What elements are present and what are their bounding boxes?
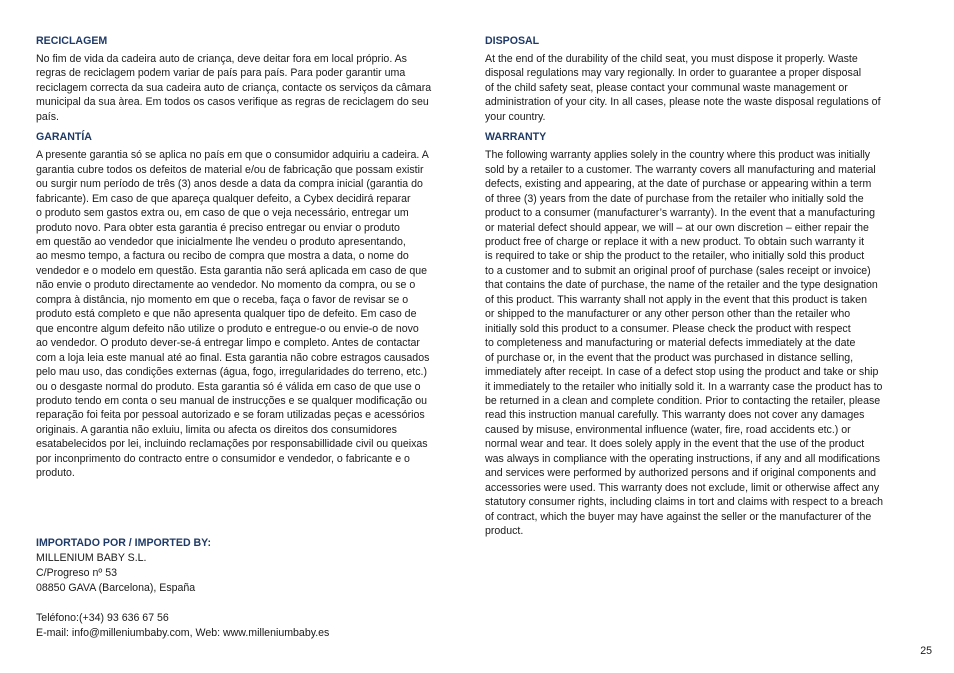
text-line: por inconprimento do contracto entre o consumidor e vendedor, o fabricante e o — [36, 452, 410, 465]
text-line: em questão ao vendedor que inicialmente lhe vendeu o produto apresentando, — [36, 235, 406, 248]
importer-company: MILLENIUM BABY S.L. — [36, 552, 147, 564]
page-number: 25 — [920, 645, 932, 657]
text-line: to a customer and to submit an original proof of purchase (sales receipt or invoice) — [485, 264, 871, 277]
recycling-section — [36, 34, 464, 124]
text-line: and services were performed by authorized persons and if original components and — [485, 467, 877, 480]
text-line: produto novo. Para obter esta garantia é preciso entregar ou enviar o produto — [36, 221, 400, 234]
text-line: of this product. This warranty shall not apply in the event that this product is taken — [485, 293, 867, 306]
text-line: of the child safety seat, please contact your communal waste management or — [485, 81, 848, 94]
text-line: pelo mau uso, das condições externas (água, fogo, irregularidades do terreno, etc.) — [36, 366, 428, 379]
importer-city: 08850 GAVA (Barcelona), España — [36, 582, 196, 595]
text-line: statutory consumer rights, including claims in tort and claims with respect to a breach — [485, 496, 884, 509]
importer-section — [36, 536, 466, 641]
text-line: ou o desgaste normal do produto. Esta garantia só é válida em caso de que use o — [36, 380, 421, 393]
text-line: vendedor e o modelo em questão. Esta garantia não será aplicada em caso de que — [36, 264, 428, 277]
text-line: administration of your city. In all cases, please note the waste disposal regulations of — [485, 96, 881, 109]
text-line: your country. — [485, 110, 546, 123]
text-line: originais. A garantia não exluiu, limita ou afecta os direitos dos consumidores — [36, 423, 397, 436]
text-line: A presente garantia só se aplica no país em que o consumidor adquiriu a cadeira. A — [36, 149, 429, 162]
text-line: was always in compliance with the operating instructions, if any and all modifications — [485, 452, 881, 465]
text-line: No fim de vida da cadeira auto de criança, deve deitar fora em local próprio. As — [36, 53, 407, 65]
text-line: ou surgir num período de três (3) anos desde a data da compra inicial (garantia do — [36, 178, 423, 191]
text-line: At the end of the durability of the child seat, you must dispose it properly. Waste — [485, 53, 858, 65]
text-line: regras de reciclagem podem variar de país para país. Para poder garantir uma — [36, 67, 406, 80]
disposal-section — [485, 34, 917, 124]
text-line: it immediately to the retailer who initially sold it. In a warranty case the product has to — [485, 380, 883, 393]
left-column — [36, 34, 464, 483]
text-line: país. — [36, 110, 59, 123]
text-line: garantia cubre todos os defeitos de material e/ou de fabricação que possam existir — [36, 163, 424, 176]
warranty-pt-heading: GARANTÍA — [36, 131, 92, 144]
text-line: reparação foi feita por pessoal autorizado e se foram utilizadas peças e acessórios — [36, 409, 425, 422]
text-line: be returned in a clean and complete condition. Prior to contacting the retailer, please — [485, 394, 881, 407]
warranty-en-section — [485, 130, 917, 538]
warranty-pt-body — [36, 148, 464, 480]
recycling-heading: RECICLAGEM — [36, 35, 108, 47]
text-line: que encontre algum defeito não utilize o produto e entregue-o ou envie-o de novo — [36, 322, 419, 335]
text-line: that contains the date of purchase, the name of the retailer and the type designation — [485, 279, 878, 292]
text-line: não envie o produto directamente ao vendedor. No momento da compra, ou se o — [36, 279, 416, 292]
text-line: com a loja leia este manual até ao final. Esta garantia não cobre estragos causados — [36, 351, 430, 364]
importer-contact: E-mail: info@milleniumbaby.com, Web: www.milleniumbaby.es — [36, 627, 330, 640]
text-line: product to a consumer (manufacturer’s warranty). In the event that a manufacturing — [485, 207, 876, 220]
recycling-body — [36, 52, 464, 124]
text-line: caused by misuse, environmental influence (water, fire, road accidents etc.) or — [485, 423, 851, 436]
text-line: accessories were used. This warranty does not exclude, limit or otherwise affect any — [485, 481, 880, 494]
text-line: defects, existing and appearing, at the date of purchase or appearing within a term — [485, 178, 872, 191]
text-line: normal wear and tear. It does solely apply in the event that the use of the product — [485, 438, 865, 451]
text-line: of purchase or, in the event that the product was purchased in distance selling, — [485, 351, 854, 364]
text-line: of three (3) years from the date of purchase from the retailer who initially sold the — [485, 192, 864, 205]
importer-heading: IMPORTADO POR / IMPORTED BY: — [36, 537, 211, 549]
text-line: product. — [485, 525, 524, 538]
text-line: of contract, which the buyer may have against the seller or the manufacturer of the — [485, 510, 872, 523]
warranty-en-heading: WARRANTY — [485, 131, 547, 144]
disposal-heading: DISPOSAL — [485, 35, 540, 47]
text-line: o produto sem gastos extra ou, em caso de que o veja necessário, entregar um — [36, 207, 409, 220]
text-line: disposal regulations may vary regionally. In order to guarantee a proper disposal — [485, 67, 862, 80]
text-line: produto está completo e que não apresenta qualquer tipo de defeito. Em caso de — [36, 308, 417, 321]
text-line: esatabelecidos por lei, incluindo reclamações por responsabillidade civil ou queixas — [36, 438, 428, 451]
text-line: compra à distância, njo momento em que o receba, faça o favor de revisar se o — [36, 293, 409, 306]
text-line: sold by a retailer to a customer. The warranty covers all manufacturing and material — [485, 163, 876, 176]
text-line: produto. — [36, 467, 75, 480]
text-line: initially sold this product to a consumer. Please check the product with respect — [485, 322, 851, 335]
text-line: The following warranty applies solely in the country where this product was initially — [485, 149, 871, 162]
text-line: read this instruction manual carefully. This warranty does not cover any damages — [485, 409, 865, 422]
text-line: or shipped to the manufacturer or any other person other than the retailer who — [485, 308, 851, 321]
text-line: produto tendo em conta o seu manual de instrucções e se qualquer modificação ou — [36, 394, 428, 407]
text-line: product free of charge or replace it with a new product. To obtain such warranty it — [485, 235, 865, 248]
warranty-en-body — [485, 148, 917, 538]
disposal-body — [485, 52, 917, 124]
text-line: reciclagem correcta da sua cadeira auto de criança, contacte os serviços da câmara — [36, 81, 432, 94]
text-line: ao vendedor. O produto dever-se-á entregar limpo e completo. Antes de contactar — [36, 337, 420, 350]
right-column — [485, 34, 917, 541]
text-line: is required to take or ship the product to the retailer, who initially sold this product — [485, 250, 865, 263]
text-line: immediately after receipt. In case of a defect stop using the product and take or ship — [485, 366, 879, 379]
text-line: fabricante). Em caso de que apareça qualquer defeito, a Cybex decidirá reparar — [36, 192, 411, 205]
importer-street: C/Progreso nº 53 — [36, 567, 118, 580]
importer-phone: Teléfono:(+34) 93 636 67 56 — [36, 612, 169, 625]
warranty-pt-section — [36, 130, 464, 480]
text-line: municipal da sua àrea. Em todos os casos verifique as regras de reciclagem do seu — [36, 96, 429, 109]
text-line: or material defect should appear, we will – at our own discretion – either repair the — [485, 221, 869, 234]
text-line: to completeness and manufacturing or material defects immediately at the date — [485, 337, 856, 350]
text-line: ao mesmo tempo, a factura ou recibo de compra que mostra a data, o nome do — [36, 250, 409, 263]
